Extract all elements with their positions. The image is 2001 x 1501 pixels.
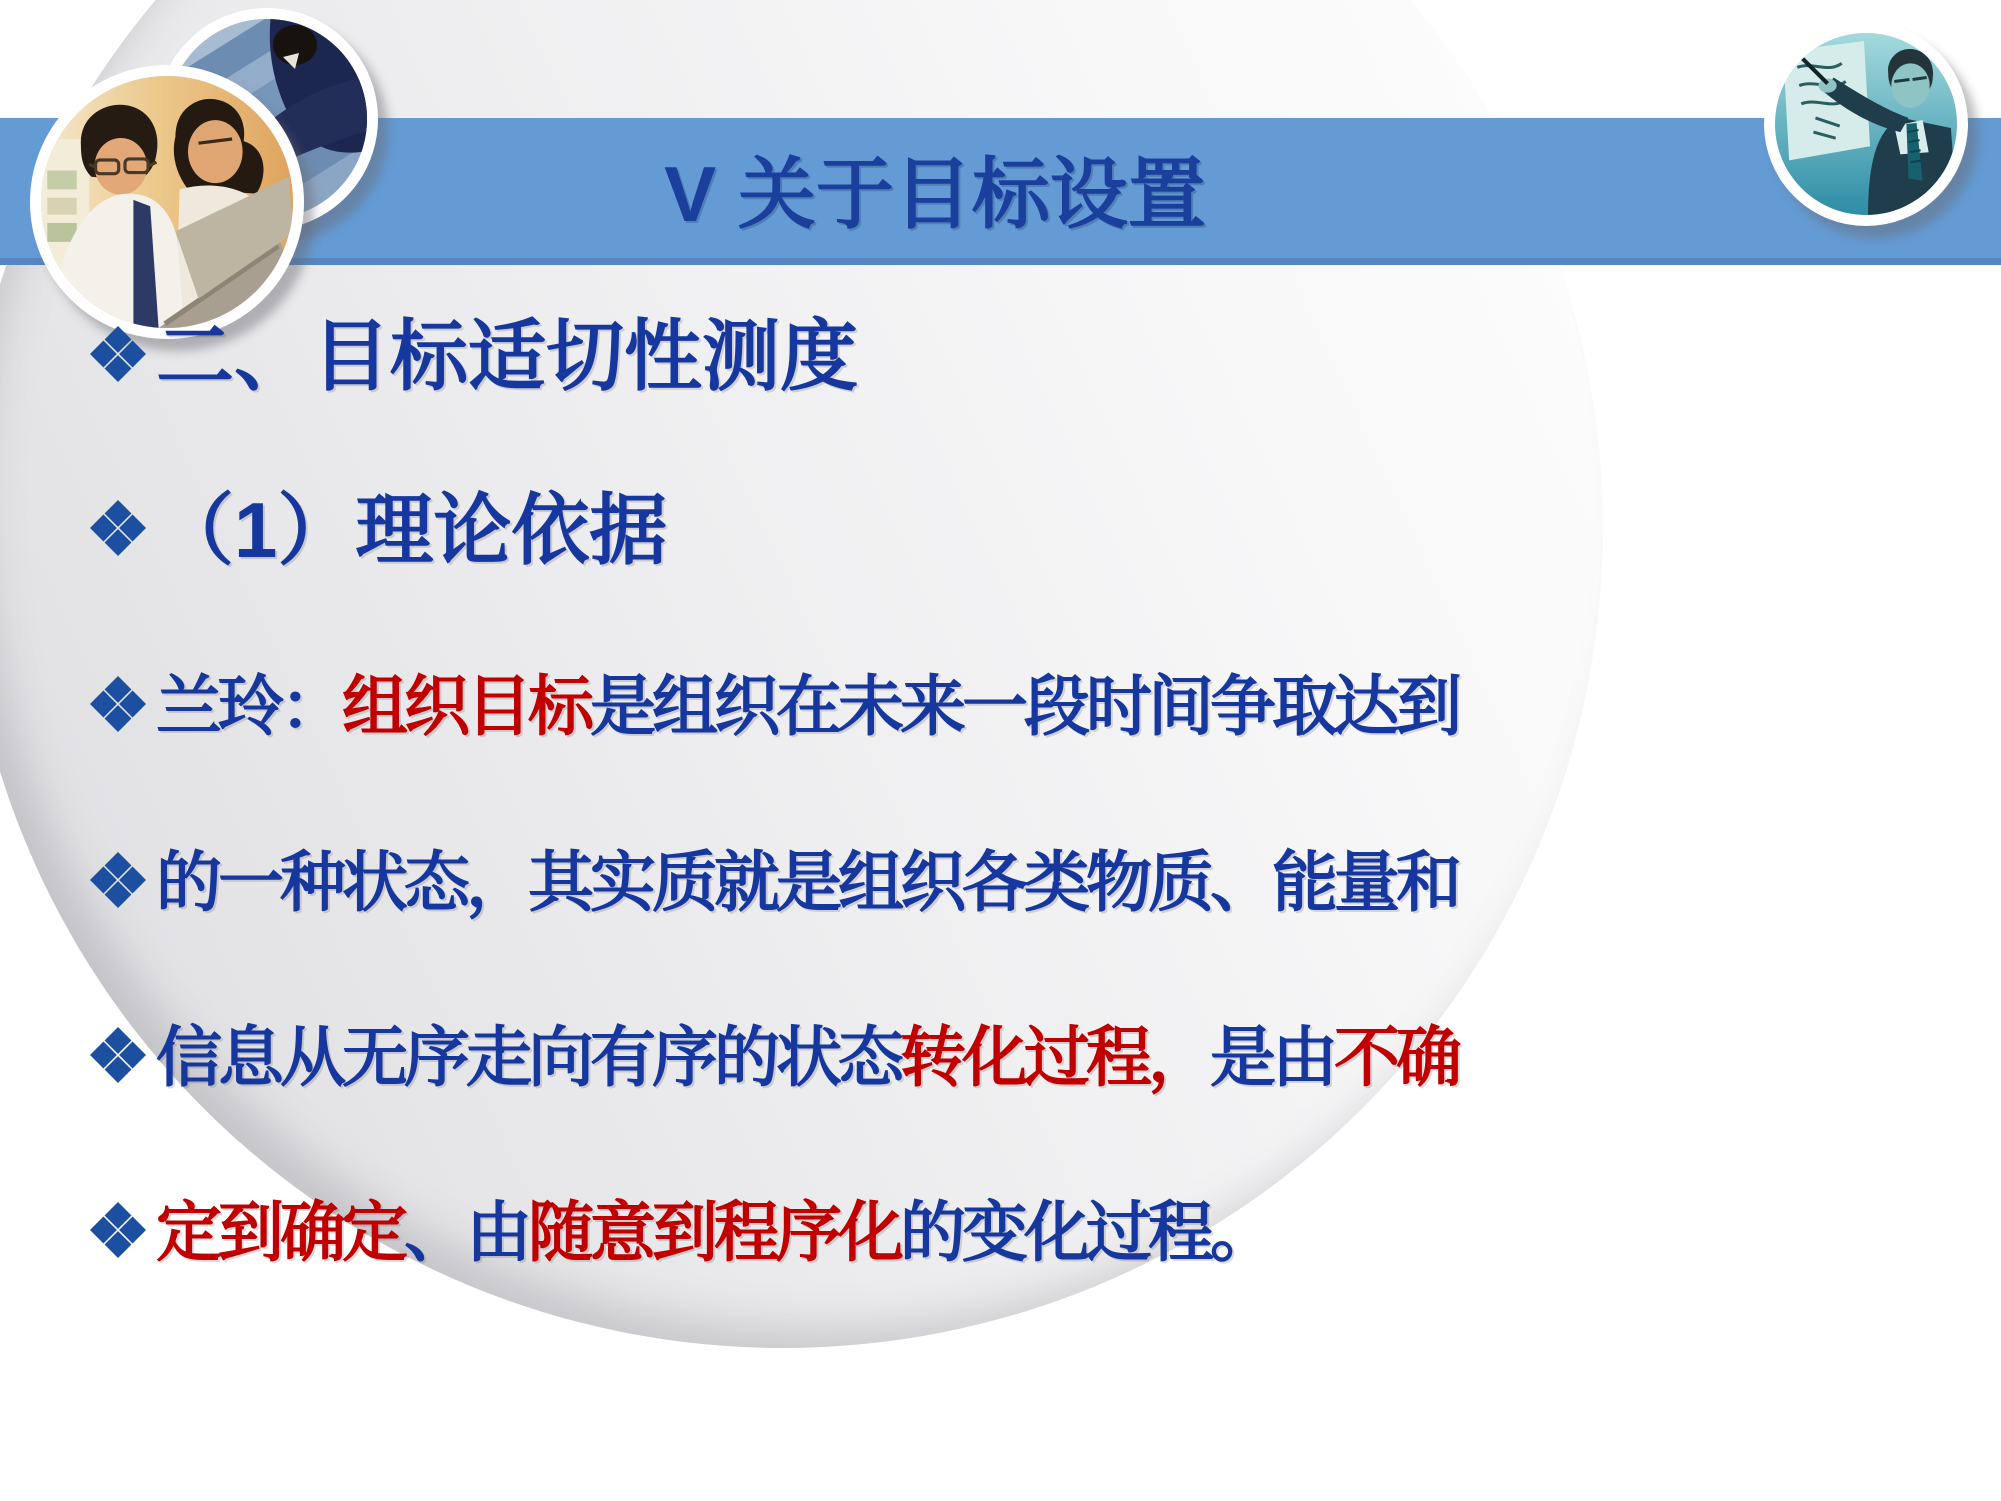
- text-segment-blue: 信息从无序走向有序的状态: [156, 1020, 900, 1094]
- text-segment-blue: （1）理论依据: [156, 486, 668, 574]
- text-segment-blue: 是由: [1210, 1020, 1334, 1094]
- text-segment-blue: 是组织在未来一段时间争取达到: [590, 669, 1458, 743]
- teamwork-photo: [30, 65, 304, 339]
- text-segment-blue: 的一种状态，其实质就是组织各类物质、能量和: [156, 845, 1458, 919]
- text-segment-blue: 兰玲：: [156, 669, 342, 743]
- presenter-photo: [1764, 22, 1968, 226]
- teamwork-photo-art: [41, 76, 293, 328]
- text-segment-blue: 二、目标适切性测度: [156, 312, 859, 400]
- text-segment-red: 不确: [1334, 1020, 1458, 1094]
- text-segment-blue: 的变化过程。: [900, 1195, 1272, 1269]
- text-segment-blue: 、由: [404, 1195, 528, 1269]
- text-segment-red: 定到确定: [156, 1195, 404, 1269]
- text-segment-red: 转化过程，: [900, 1020, 1210, 1094]
- slide-title: V 关于目标设置: [664, 150, 1206, 238]
- text-segment-red: 随意到程序化: [528, 1195, 900, 1269]
- text-segment-red: 组织目标: [342, 669, 590, 743]
- diamond-bullet-icon: [90, 1202, 146, 1258]
- diamond-bullet-icon: [90, 1027, 146, 1083]
- presenter-photo-art: [1775, 33, 1957, 215]
